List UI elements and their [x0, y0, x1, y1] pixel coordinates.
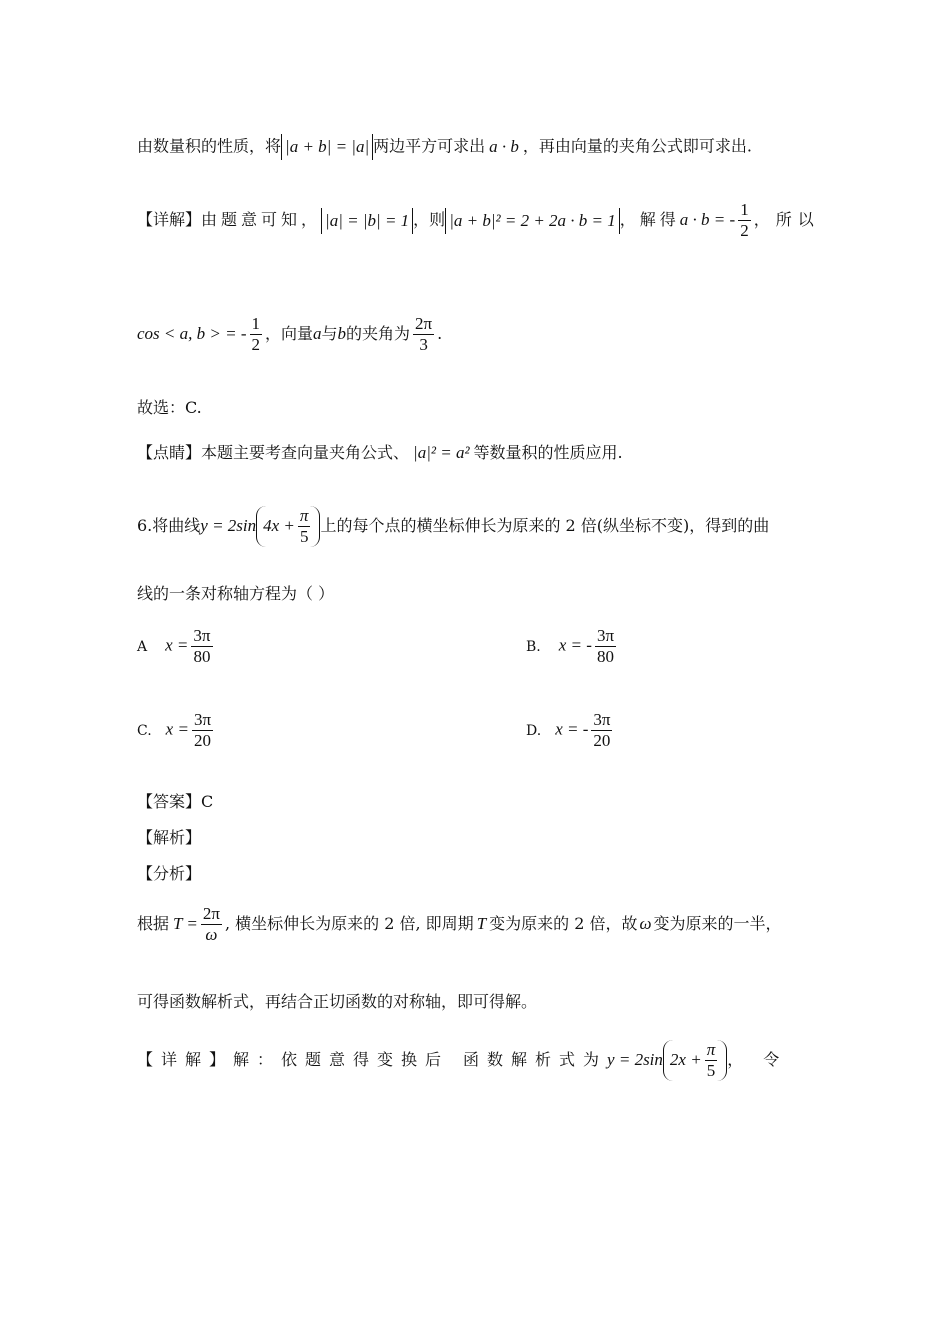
analysis-line2: 可得函数解析式，再结合正切函数的对称轴，即可得解。 [137, 992, 538, 1011]
comment-text2: 等数量积的性质应用. [473, 443, 623, 462]
cosline-a: a [313, 324, 322, 343]
q6-math-pre: y = 2sin [200, 516, 257, 535]
q6-math-in: 4x + [263, 516, 295, 535]
cosline-text2: 与 [321, 324, 338, 343]
analysis-p1: 根据 [137, 914, 170, 933]
para1 [137, 134, 752, 160]
detail2-math-pre: y = 2sin [607, 1050, 663, 1069]
detail2-frac-num: π [706, 1040, 716, 1059]
para1-prefix: 由数量积的性质，将 [137, 136, 282, 156]
option-d-den: 20 [593, 731, 611, 750]
cosline-angle-den: 3 [419, 335, 428, 354]
comment-tag: 【点睛】 [137, 443, 202, 462]
choice-line: 故选：C. [137, 398, 202, 417]
detail2-math-in: 2x + [669, 1050, 702, 1069]
comment-math: |a|² = a² [413, 443, 470, 462]
option-c[interactable] [137, 710, 216, 751]
option-a[interactable] [137, 626, 216, 667]
detail1-frac [738, 200, 751, 241]
detail1-frac-den: 2 [740, 221, 749, 240]
detail2-paren [663, 1040, 727, 1081]
q6-paren [256, 506, 320, 547]
option-a-frac [191, 626, 212, 667]
option-b-sign: x = - [558, 635, 592, 655]
option-d-num: 3π [593, 710, 611, 729]
cosline-b: b [337, 324, 347, 343]
analysis-heading: 【解析】 [137, 828, 202, 847]
analysis-p2: , 横坐标伸长为原来的 2 倍, 即周期 [224, 914, 474, 933]
analysis-frac-den: ω [205, 925, 218, 944]
option-d-frac [591, 710, 612, 751]
option-a-label: A [137, 638, 148, 655]
option-b[interactable] [526, 626, 619, 667]
q6-text1: 将曲线 [152, 516, 201, 535]
detail1-text3: ，解得 [619, 210, 680, 229]
option-d-sign: x = - [555, 719, 589, 739]
cosline-text1: ，向量 [265, 324, 314, 343]
option-b-frac [595, 626, 616, 667]
cosline [137, 314, 442, 355]
detail1-text1: 由题意可知， [201, 210, 322, 229]
option-c-frac [192, 710, 213, 751]
option-c-label: C. [137, 722, 152, 739]
option-a-num: 3π [193, 626, 211, 645]
option-a-den: 80 [193, 647, 211, 666]
detail1-math1: |a| = |b| = 1 [321, 208, 413, 234]
analysis-frac [201, 904, 222, 945]
option-c-den: 20 [194, 731, 211, 750]
detail2-tag: 【详解】 [137, 1050, 234, 1069]
detail2-text4: 令 [763, 1050, 780, 1069]
para1-math: |a + b| = |a| [281, 134, 373, 160]
detail2-text1: 解：依题意得变换后 [233, 1050, 450, 1069]
para1-dot: a · b [489, 136, 519, 156]
comment-text1: 本题主要考查向量夹角公式、 [201, 443, 410, 462]
analysis-T2: T [476, 914, 487, 933]
q6-num: 6. [137, 516, 153, 535]
option-a-sign: x = [165, 635, 189, 655]
question-6 [137, 506, 769, 547]
q6-frac-num: π [299, 506, 309, 525]
detail1-math3: a · b = - [679, 210, 736, 229]
detail2-frac-den: 5 [706, 1061, 716, 1080]
detail1-math2: |a + b|² = 2 + 2a · b = 1 [445, 208, 620, 234]
analysis-text [137, 904, 782, 945]
cosline-angle [413, 314, 434, 355]
option-b-den: 80 [596, 647, 614, 666]
detail2-text2: 函数解析式为 [463, 1050, 608, 1069]
detail2 [137, 1040, 779, 1081]
option-c-num: 3π [193, 710, 212, 729]
cosline-math: cos < a, b > = - [137, 324, 247, 343]
comment [137, 444, 623, 461]
detail1-tag: 【详解】 [137, 210, 202, 229]
detail1-text2: ，则 [413, 210, 446, 229]
para1-middle: 两边平方可求出 [373, 136, 486, 156]
analysis-p3: 变为原来的 2 倍，故 [489, 914, 638, 933]
para1-suffix: ，再由向量的夹角公式即可求出. [522, 136, 753, 156]
cosline-frac [250, 314, 263, 355]
detail2-text3: ， [727, 1050, 744, 1069]
cosline-frac-den: 2 [251, 335, 260, 354]
detail1 [137, 200, 820, 241]
detail1-text4: ，所以 [753, 210, 820, 229]
analysis-w: ω [639, 914, 652, 933]
option-c-sign: x = [165, 719, 189, 739]
analysis-p4: 变为原来的一半， [653, 914, 782, 933]
cosline-text3: 的夹角为 [346, 324, 411, 343]
option-b-num: 3π [596, 626, 615, 645]
answer: 【答案】C [137, 792, 214, 811]
option-b-label: B. [526, 638, 541, 655]
q6-line2: 线的一条对称轴方程为（ ） [137, 584, 335, 603]
q6-frac-den: 5 [299, 527, 309, 546]
option-d[interactable] [526, 710, 615, 751]
analysis-frac-num: 2π [202, 904, 220, 923]
cosline-angle-num: 2π [415, 314, 433, 333]
detail2-frac [705, 1040, 718, 1081]
q6-text2: 上的每个点的横坐标伸长为原来的 2 倍(纵坐标不变)，得到的曲 [320, 516, 770, 535]
detail1-frac-num: 1 [740, 200, 749, 219]
q6-frac [298, 506, 311, 547]
analysis-T: T = [173, 914, 198, 933]
cosline-end: . [437, 324, 443, 343]
fenxi-heading: 【分析】 [137, 864, 202, 883]
cosline-frac-num: 1 [251, 314, 260, 333]
option-d-label: D. [526, 722, 542, 739]
